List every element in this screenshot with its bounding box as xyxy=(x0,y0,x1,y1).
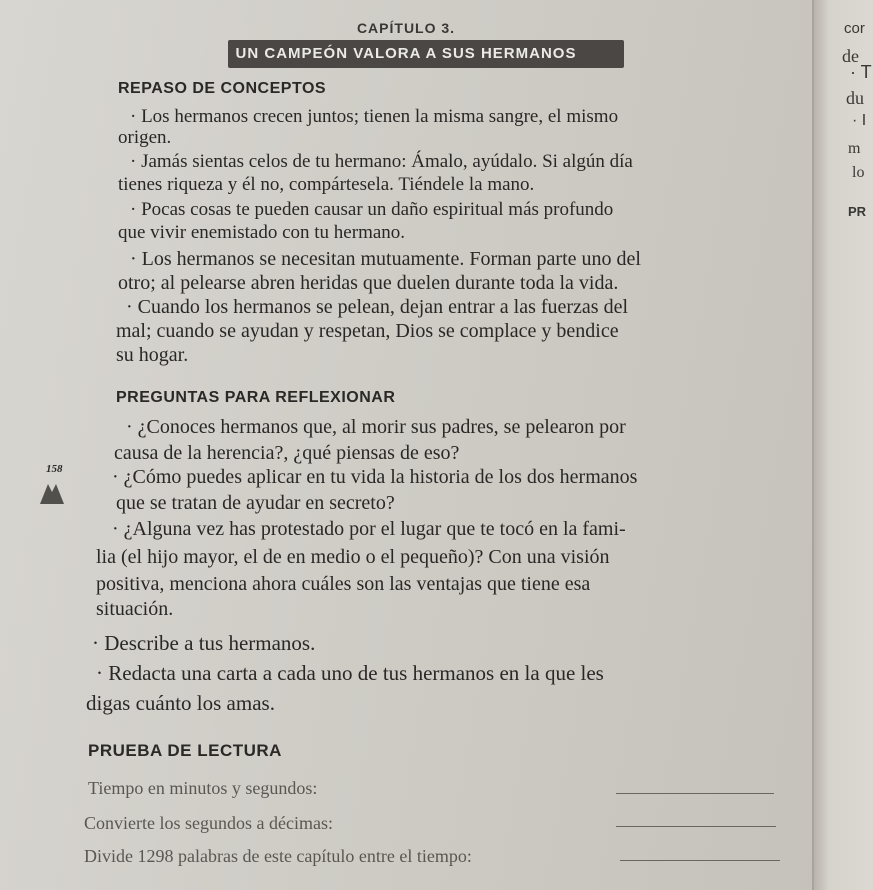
prueba-item: Tiempo en minutos y segundos: xyxy=(88,778,318,798)
page-number: 158 xyxy=(46,463,63,475)
prueba-item: Convierte los segundos a décimas: xyxy=(84,813,333,833)
text-line: · Los hermanos se necesitan mutuamente. Forman parte uno del xyxy=(130,248,641,270)
text-line: · Describe a tus hermanos. xyxy=(92,631,316,655)
text-line: positiva, menciona ahora cuáles son las ventajas que tiene esa xyxy=(96,573,591,595)
text-line: · Pocas cosas te pueden causar un daño espiritual más profundo xyxy=(130,199,614,220)
text-line: · Redacta una carta a cada uno de tus hermanos en la que les xyxy=(96,661,604,685)
text-line: · Jamás sientas celos de tu hermano: Ámalo, ayúdalo. Si algún día xyxy=(130,151,633,172)
answer-blank xyxy=(620,860,780,861)
preguntas-title: PREGUNTAS PARA REFLEXIONAR xyxy=(116,389,396,406)
text-line: · Cuando los hermanos se pelean, dejan entrar a las fuerzas del xyxy=(126,296,629,318)
chapter-title: UN CAMPEÓN VALORA A SUS HERMANOS xyxy=(235,45,577,62)
text-line: situación. xyxy=(96,598,174,620)
text-line: lia (el hijo mayor, el de en medio o el pequeño)? Con una visión xyxy=(96,546,610,568)
text-line: otro; al pelearse abren heridas que duelen durante toda la vida. xyxy=(118,272,619,294)
page-fragment: de xyxy=(842,46,859,66)
page-fragment: · T xyxy=(850,62,872,82)
text-line: · ¿Cómo puedes aplicar en tu vida la historia de los dos hermanos xyxy=(112,466,638,488)
chapter-label: CAPÍTULO 3. xyxy=(356,20,456,36)
answer-blank xyxy=(616,826,776,827)
page-fragment: PR xyxy=(848,204,867,219)
text-line: mal; cuando se ayudan y respetan, Dios se complace y bendice xyxy=(116,320,619,342)
page-fragment: cor xyxy=(844,20,865,37)
page-fragment: · I xyxy=(852,112,867,129)
text-line: causa de la herencia?, ¿qué piensas de eso? xyxy=(114,442,460,464)
text-line: que vivir enemistado con tu hermano. xyxy=(118,222,406,243)
text-line: · ¿Alguna vez has protestado por el lugar que te tocó en la fami- xyxy=(112,518,626,540)
prueba-title: PRUEBA DE LECTURA xyxy=(88,741,282,760)
text-line: digas cuánto los amas. xyxy=(86,691,275,715)
facing-page-edge xyxy=(812,0,873,890)
text-line: · ¿Conoces hermanos que, al morir sus padres, se pelearon por xyxy=(126,416,626,438)
page-fragment: du xyxy=(846,88,864,108)
repaso-title: REPASO DE CONCEPTOS xyxy=(118,80,327,97)
text-line: tienes riqueza y él no, compártesela. Tiéndele la mano. xyxy=(118,174,535,195)
prueba-item: Divide 1298 palabras de este capítulo entre el tiempo: xyxy=(84,846,472,866)
text-line: · Los hermanos crecen juntos; tienen la misma sangre, el mismo xyxy=(130,106,619,127)
page-fragment: m xyxy=(848,140,861,157)
page-corner-icon xyxy=(38,480,66,506)
answer-blank xyxy=(616,793,774,794)
text-line: que se tratan de ayudar en secreto? xyxy=(116,492,395,514)
text-line: origen. xyxy=(118,127,172,148)
text-line: su hogar. xyxy=(116,344,189,366)
page-fragment: lo xyxy=(852,164,865,181)
